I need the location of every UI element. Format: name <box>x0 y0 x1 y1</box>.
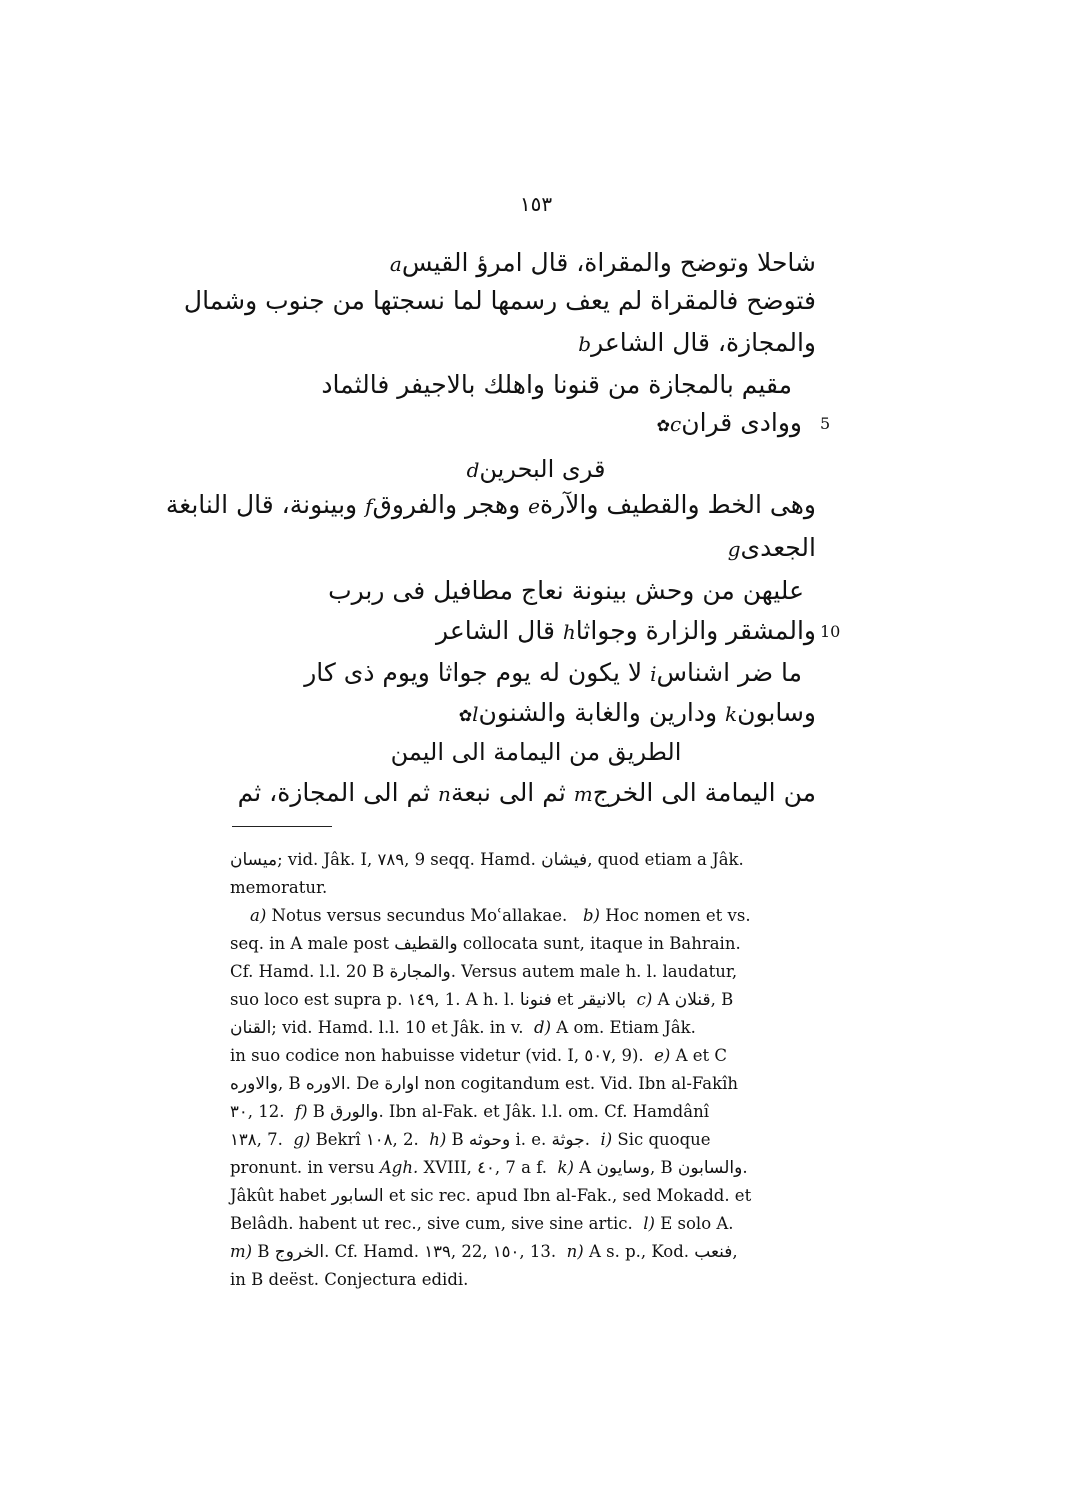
arabic-line-3 <box>578 330 816 355</box>
arabic-text: والمشقر والزارة وجواثا <box>575 616 816 645</box>
arabic-text: شاحلا وتوضح والمقراة، قال امرؤ القيس <box>401 248 816 277</box>
footnote-text: Notus versus secundus Moʿallakae. <box>266 906 568 925</box>
footnote-ref: d <box>466 458 480 482</box>
footnote-text: i. e. <box>510 1130 547 1149</box>
arabic-word: القنان <box>230 1018 272 1038</box>
footnote-text: . <box>742 1158 748 1177</box>
footnote-text: Belâdh. habent ut rec., sive cum, sive sine artic. <box>230 1214 633 1233</box>
footnote-label-g: g) <box>293 1130 311 1149</box>
footnote-label-f: f) <box>294 1102 308 1121</box>
footnote-text: ٣٠, 12. <box>230 1102 285 1121</box>
footnote-line-3 <box>250 908 751 925</box>
arabic-text: وبينونة، قال النابغة <box>165 490 358 519</box>
arabic-word: اوارة <box>384 1074 420 1094</box>
arabic-text: والمجازة، قال الشاعر <box>591 328 816 357</box>
footnote-label-b: b) <box>583 906 600 925</box>
footnote-text: ; vid. Jâk. I, ٧٨٩, 9 seqq. Hamd. <box>277 850 536 869</box>
footnote-line-6 <box>230 992 733 1009</box>
arabic-word: الخروج <box>274 1242 325 1262</box>
arabic-text: ودارين والغابة والشنون <box>478 698 718 727</box>
footnote-label-i: i) <box>600 1130 613 1149</box>
footnote-text: ; vid. Hamd. l.l. 10 et Jâk. in v. <box>271 1018 524 1037</box>
footnote-label-k: k) <box>557 1158 574 1177</box>
arabic-word: والمجارة <box>389 962 451 982</box>
section-end-mark: ✿ <box>656 416 670 435</box>
arabic-word: جوثة <box>551 1130 585 1150</box>
footnote-text: E solo A. <box>654 1214 734 1233</box>
arabic-line-5 <box>657 410 802 435</box>
heading-text: قرى البحرين <box>479 455 606 483</box>
footnote-ref: h <box>562 620 576 644</box>
footnote-line-13 <box>230 1188 751 1205</box>
footnote-line-8 <box>230 1048 727 1065</box>
arabic-verse-2 <box>328 578 804 603</box>
footnote-label-m: m) <box>230 1242 253 1261</box>
footnote-text: . Cf. Hamd. ١٣٩, 22, ١٥٠, 13. <box>324 1242 557 1261</box>
footnote-line-9 <box>230 1076 738 1093</box>
footnote-text: non cogitandum est. Vid. Ibn al-Fakîh <box>419 1074 738 1093</box>
footnote-italic-abbr: Agh. <box>379 1158 419 1177</box>
footnote-text: A s. p., Kod. <box>583 1242 690 1261</box>
footnote-ref: i <box>650 662 657 686</box>
footnote-text: Bekrî ١٠٨, 2. <box>310 1130 419 1149</box>
page-number: ١٥٣ <box>519 192 553 216</box>
footnote-text: B <box>446 1130 464 1149</box>
arabic-word: فنعب <box>694 1242 733 1262</box>
arabic-word: وحوثه <box>468 1130 511 1150</box>
arabic-text: ثم الى المجازة، ثم <box>237 778 431 807</box>
footnote-label-c: c) <box>636 990 653 1009</box>
arabic-text: وسابون <box>737 698 816 727</box>
footnote-text: . <box>584 1130 590 1149</box>
footnote-text: XVIII, ٤٠, 7 a f. <box>418 1158 547 1177</box>
footnote-ref: c <box>670 412 682 436</box>
arabic-text: ما ضر اشناس <box>656 658 802 687</box>
footnote-line-5 <box>230 964 737 981</box>
arabic-text: ووادى قران <box>681 408 802 437</box>
footnote-text: ١٣٨, 7. <box>230 1130 283 1149</box>
arabic-verse-1 <box>321 372 792 397</box>
footnote-line-14 <box>230 1216 734 1233</box>
arabic-line-7 <box>728 535 816 560</box>
footnote-text: , quod etiam a Jâk. <box>587 850 744 869</box>
arabic-word: ميسان <box>230 850 278 870</box>
footnote-separator <box>232 826 332 827</box>
footnote-text: et <box>557 990 574 1009</box>
footnote-text: A <box>573 1158 592 1177</box>
heading-route: الطريق من اليمامة الى اليمن <box>390 738 682 766</box>
arabic-word: فنونا <box>519 990 552 1010</box>
arabic-line-9 <box>436 618 816 643</box>
arabic-text: من اليمامة الى الخرج <box>592 778 816 807</box>
footnote-text: , B <box>649 1158 673 1177</box>
arabic-word: والاوره <box>230 1074 278 1094</box>
section-end-mark: ✿ <box>458 706 473 725</box>
heading-qura-bahrain <box>0 455 1072 483</box>
footnote-line-16: in B deëst. Conjectura edidi. <box>230 1270 469 1289</box>
arabic-word: الاوره <box>305 1074 346 1094</box>
footnote-line-15 <box>230 1244 738 1261</box>
line-number-10: 10 <box>820 622 841 641</box>
arabic-word: والسابون <box>677 1158 743 1178</box>
footnote-text: . Versus autem male h. l. laudatur, <box>450 962 738 981</box>
arabic-text: وهى الخط والقطيف والآرة <box>539 490 816 519</box>
footnote-label-h: h) <box>429 1130 447 1149</box>
arabic-text: وهجر والفروق <box>372 490 521 519</box>
footnote-text: A om. Etiam Jâk. <box>551 1018 696 1037</box>
footnote-line-11 <box>230 1132 711 1149</box>
footnote-label-l: l) <box>643 1214 655 1233</box>
footnote-text: et sic rec. apud Ibn al-Fak., sed Mokadd. et <box>388 1186 752 1205</box>
footnote-text: A <box>652 990 670 1009</box>
footnote-ref: f <box>365 494 373 518</box>
footnote-label-e: e) <box>654 1046 671 1065</box>
arabic-text: عليهن من وحش بينونة نعاج مطافيل فى ربرب <box>328 576 804 605</box>
arabic-text: مقيم بالمجازة من قنونا واهلك بالاجيفر فالثماد <box>321 370 792 399</box>
arabic-word: والقطيف <box>394 934 458 954</box>
footnote-line-4 <box>230 936 741 953</box>
arabic-word: والورق <box>330 1102 379 1122</box>
footnote-text: Jâkût habet <box>230 1186 327 1205</box>
footnote-text: Cf. Hamd. l.l. 20 B <box>230 962 385 981</box>
footnote-line-7 <box>230 1020 696 1037</box>
footnote-text: , <box>732 1242 738 1261</box>
arabic-line-6 <box>166 492 816 517</box>
footnote-ref: g <box>727 537 741 561</box>
footnote-ref: e <box>528 494 540 518</box>
arabic-line-1 <box>390 250 816 275</box>
footnote-line-2: memoratur. <box>230 878 328 897</box>
footnote-text: pronunt. in versu <box>230 1158 375 1177</box>
footnote-text: B <box>252 1242 270 1261</box>
footnote-text: Sic quoque <box>612 1130 711 1149</box>
arabic-line-route <box>238 780 816 805</box>
footnote-ref: m <box>573 782 593 806</box>
footnote-text: B <box>307 1102 325 1121</box>
footnote-ref: k <box>725 702 738 726</box>
footnote-text: A et C <box>670 1046 728 1065</box>
footnote-ref: b <box>578 332 592 356</box>
footnote-line-12 <box>230 1160 748 1177</box>
arabic-word: قنلان <box>674 990 711 1010</box>
footnote-ref: a <box>389 252 402 276</box>
arabic-word: بالانيقر <box>578 990 627 1010</box>
footnote-line-1 <box>230 852 744 869</box>
footnote-text: . De <box>345 1074 380 1093</box>
line-number-5: 5 <box>820 414 831 433</box>
footnote-text: , B <box>710 990 734 1009</box>
footnote-ref: n <box>438 782 451 806</box>
footnote-text: . Ibn al-Fak. et Jâk. l.l. om. Cf. Hamdânî <box>378 1102 709 1121</box>
footnote-line-10 <box>230 1104 709 1121</box>
footnote-ref: l <box>472 702 479 726</box>
arabic-text: الجعدى <box>740 533 816 562</box>
footnote-label-d: d) <box>534 1018 552 1037</box>
footnote-label-a: a) <box>250 906 267 925</box>
arabic-text: لا يكون له يوم جواثا ويوم ذى كار <box>304 658 643 687</box>
arabic-line-11 <box>459 700 816 725</box>
arabic-verse-3 <box>304 660 802 685</box>
arabic-word: السابور <box>331 1186 384 1206</box>
footnote-text: Hoc nomen et vs. <box>600 906 751 925</box>
arabic-text: ثم الى نبعة <box>450 778 566 807</box>
arabic-word: فيشان <box>541 850 588 870</box>
arabic-line-2 <box>184 288 816 313</box>
arabic-text: قال الشاعر <box>436 616 555 645</box>
arabic-word: وسايون <box>596 1158 650 1178</box>
footnote-label-n: n) <box>566 1242 584 1261</box>
footnote-text: suo loco est supra p. ١٤٩, 1. A h. l. <box>230 990 515 1009</box>
footnote-text: seq. in A male post <box>230 934 389 953</box>
arabic-text: فتوضح فالمقراة لم يعف رسمها لما نسجتها من جنوب وشمال <box>183 286 816 315</box>
footnote-text: collocata sunt, itaque in Bahrain. <box>462 934 741 953</box>
footnote-text: in suo codice non habuisse videtur (vid. I, ٥٠٧, 9). <box>230 1046 644 1065</box>
footnote-text: , B <box>277 1074 301 1093</box>
